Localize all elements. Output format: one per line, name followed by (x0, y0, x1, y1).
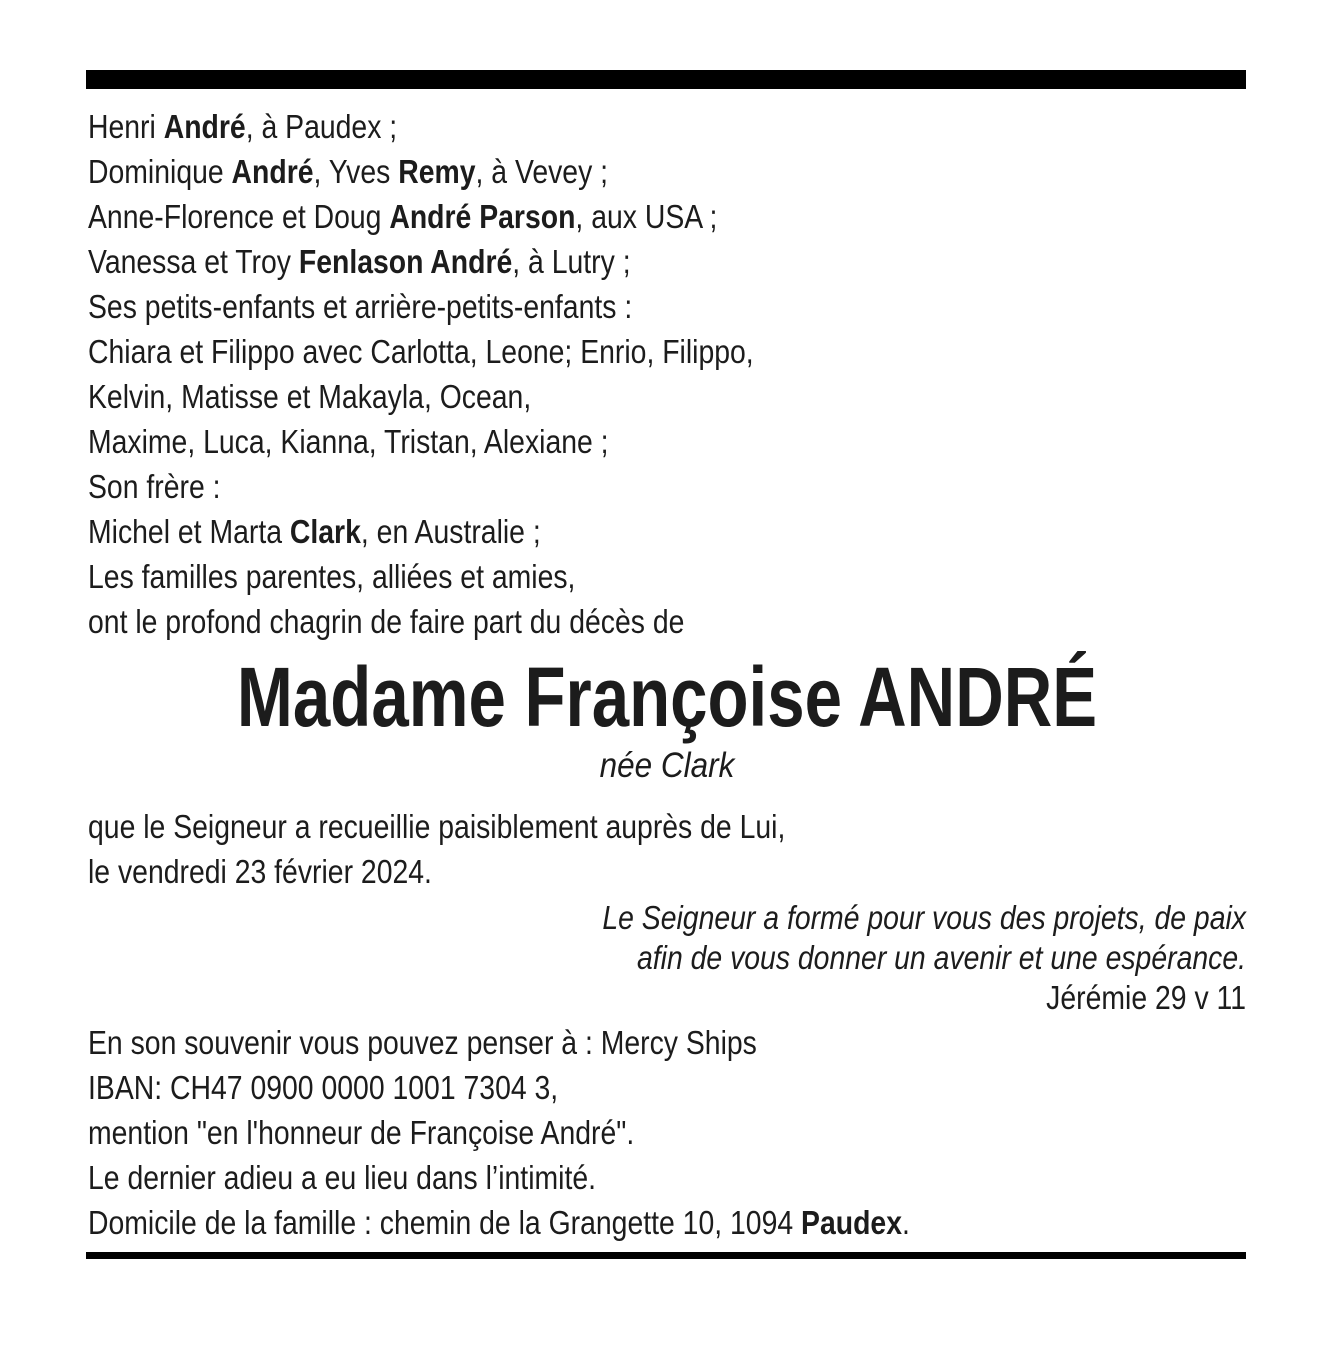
closing-line-farewell (88, 1155, 1084, 1200)
text-segment: Maxime, Luca, Kianna, Tristan, Alexiane ; (88, 423, 609, 460)
text-segment: , à Lutry ; (512, 243, 631, 280)
text-segment: Chiara et Filippo avec Carlotta, Leone; Enrio, Filippo, (88, 333, 754, 370)
text-segment: , Yves (313, 153, 399, 190)
verse-line-2: afin de vous donner un avenir et une espérance. (636, 939, 1246, 976)
text-segment: , à Paudex ; (245, 108, 398, 145)
notice-content (88, 104, 1246, 1245)
intro-line-1 (88, 104, 1084, 149)
intro-line-8 (88, 419, 1084, 464)
text-segment: Vanessa et Troy (88, 243, 299, 280)
family-intro-block (88, 104, 1084, 644)
text-segment: ont le profond chagrin de faire part du décès de (88, 603, 685, 640)
text-segment: Henri (88, 108, 164, 145)
intro-line-6 (88, 329, 1084, 374)
closing-line-iban (88, 1065, 1084, 1110)
text-segment: mention "en l'honneur de Françoise André". (88, 1114, 635, 1151)
intro-line-10 (88, 509, 1084, 554)
bold-name-segment: André (231, 153, 314, 190)
intro-line-2 (88, 149, 1084, 194)
closing-line-donation (88, 1020, 1084, 1065)
text-segment: Son frère : (88, 468, 221, 505)
maiden-name-subtitle: née Clark (599, 746, 735, 785)
text-segment: Ses petits-enfants et arrière-petits-enfants : (88, 288, 633, 325)
death-line-1: que le Seigneur a recueillie paisiblement auprès de Lui, (88, 808, 786, 845)
death-announcement-block (88, 804, 1084, 894)
death-line-2: le vendredi 23 février 2024. (88, 853, 432, 890)
verse-reference: Jérémie 29 v 11 (1046, 979, 1246, 1016)
bold-name-segment: André Parson (389, 198, 576, 235)
bold-name-segment: Remy (398, 153, 476, 190)
text-segment: Le dernier adieu a eu lieu dans l’intimité. (88, 1159, 597, 1196)
intro-line-11 (88, 554, 1084, 599)
bold-name-segment: Fenlason André (298, 243, 513, 280)
text-segment: Anne-Florence et Doug (88, 198, 390, 235)
intro-line-12 (88, 599, 1084, 644)
text-segment: Les familles parentes, alliées et amies, (88, 558, 576, 595)
bold-name-segment: Paudex (801, 1204, 902, 1241)
top-rule (86, 70, 1246, 89)
text-segment: , aux USA ; (575, 198, 718, 235)
intro-line-9 (88, 464, 1084, 509)
intro-line-4 (88, 239, 1084, 284)
text-segment: , en Australie ; (360, 513, 541, 550)
text-segment: . (901, 1204, 910, 1241)
intro-line-7 (88, 374, 1084, 419)
verse-line-1: Le Seigneur a formé pour vous des projets, de paix (602, 899, 1246, 936)
bold-name-segment: André (163, 108, 246, 145)
text-segment: IBAN: CH47 0900 0000 1001 7304 3, (88, 1069, 559, 1106)
text-segment: En son souvenir vous pouvez penser à : Mercy Ships (88, 1024, 757, 1061)
intro-line-5 (88, 284, 1084, 329)
bold-name-segment: Clark (289, 513, 361, 550)
text-segment: Kelvin, Matisse et Makayla, Ocean, (88, 378, 532, 415)
text-segment: Michel et Marta (88, 513, 290, 550)
bible-verse-block (250, 898, 1246, 1018)
closing-line-mention (88, 1110, 1084, 1155)
text-segment: Domicile de la famille : chemin de la Grangette 10, 1094 (88, 1204, 802, 1241)
closing-line-domicile (88, 1200, 1084, 1245)
text-segment: Dominique (88, 153, 232, 190)
text-segment: , à Vevey ; (475, 153, 609, 190)
intro-line-3 (88, 194, 1084, 239)
closing-block (88, 1020, 1084, 1245)
deceased-name-title: Madame Françoise ANDRÉ (236, 650, 1098, 744)
bottom-rule (86, 1252, 1246, 1259)
